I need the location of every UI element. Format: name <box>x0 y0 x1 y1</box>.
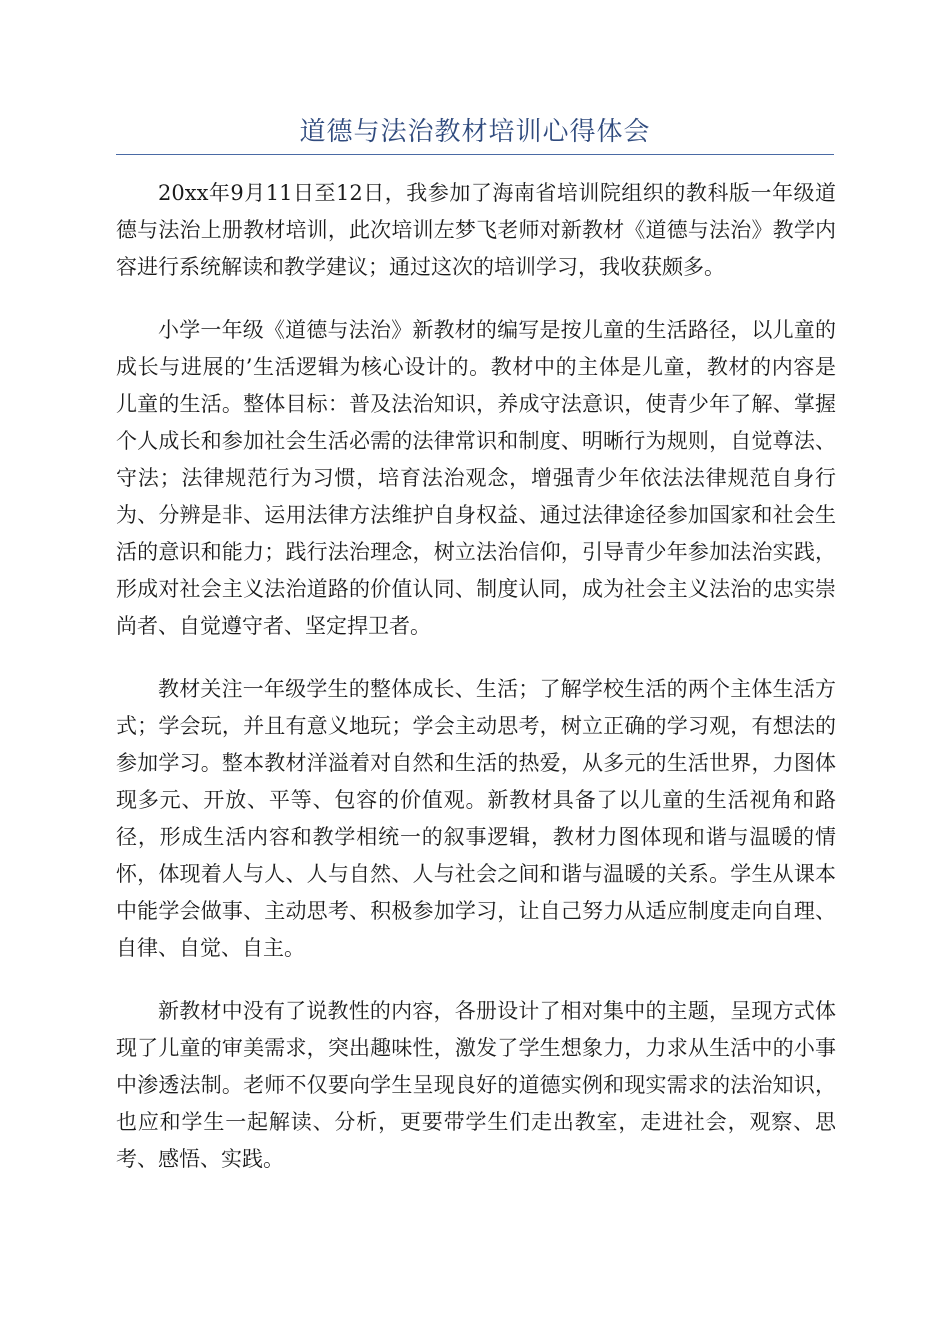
paragraph-3: 教材关注一年级学生的整体成长、生活；了解学校生活的两个主体生活方式；学会玩，并且有意义地玩；学会主动思考，树立正确的学习观，有想法的参加学习。整本教材洋溢着对自然和生活的热爱，从多元的生活世界，力图体现多元、开放、平等、包容的价值观。新教材具备了以儿童的生活视角和路径，形成生活内容和教学相统一的叙事逻辑，教材力图体现和谐与温暖的情怀，体现着人与人、人与自然、人与社会之间和谐与温暖的关系。学生从课本中能学会做事、主动思考、积极参加学习，让自己努力从适应制度走向自理、自律、自觉、自主。 <box>116 677 836 960</box>
title-underline <box>116 154 834 155</box>
document-title: 道德与法治教材培训心得体会 <box>299 117 651 147</box>
document-body <box>116 175 836 1204</box>
paragraph-1: 20xx年9月11日至12日，我参加了海南省培训院组织的教科版一年级道德与法治上册教材培训，此次培训左梦飞老师对新教材《道德与法治》教学内容进行系统解读和教学建议；通过这次的培训学习，我收获颇多。 <box>116 181 836 279</box>
paragraph-2: 小学一年级《道德与法治》新教材的编写是按儿童的生活路径，以儿童的成长与进展的’生活逻辑为核心设计的。教材中的主体是儿童，教材的内容是儿童的生活。整体目标：普及法治知识，养成守法意识，使青少年了解、掌握个人成长和参加社会生活必需的法律常识和制度、明晰行为规则，自觉尊法、守法；法律规范行为习惯，培育法治观念，增强青少年依法法律规范自身行为、分辨是非、运用法律方法维护自身权益、通过法律途径参加国家和社会生活的意识和能力；践行法治理念，树立法治信仰，引导青少年参加法治实践，形成对社会主义法治道路的价值认同、制度认同，成为社会主义法治的忠实崇尚者、自觉遵守者、坚定捍卫者。 <box>116 318 836 638</box>
paragraph-4: 新教材中没有了说教性的内容，各册设计了相对集中的主题，呈现方式体现了儿童的审美需求，突出趣味性，激发了学生想象力，力求从生活中的小事中渗透法制。老师不仅要向学生呈现良好的道德实例和现实需求的法治知识，也应和学生一起解读、分析，更要带学生们走出教室，走进社会，观察、思考、感悟、实践。 <box>116 999 836 1171</box>
